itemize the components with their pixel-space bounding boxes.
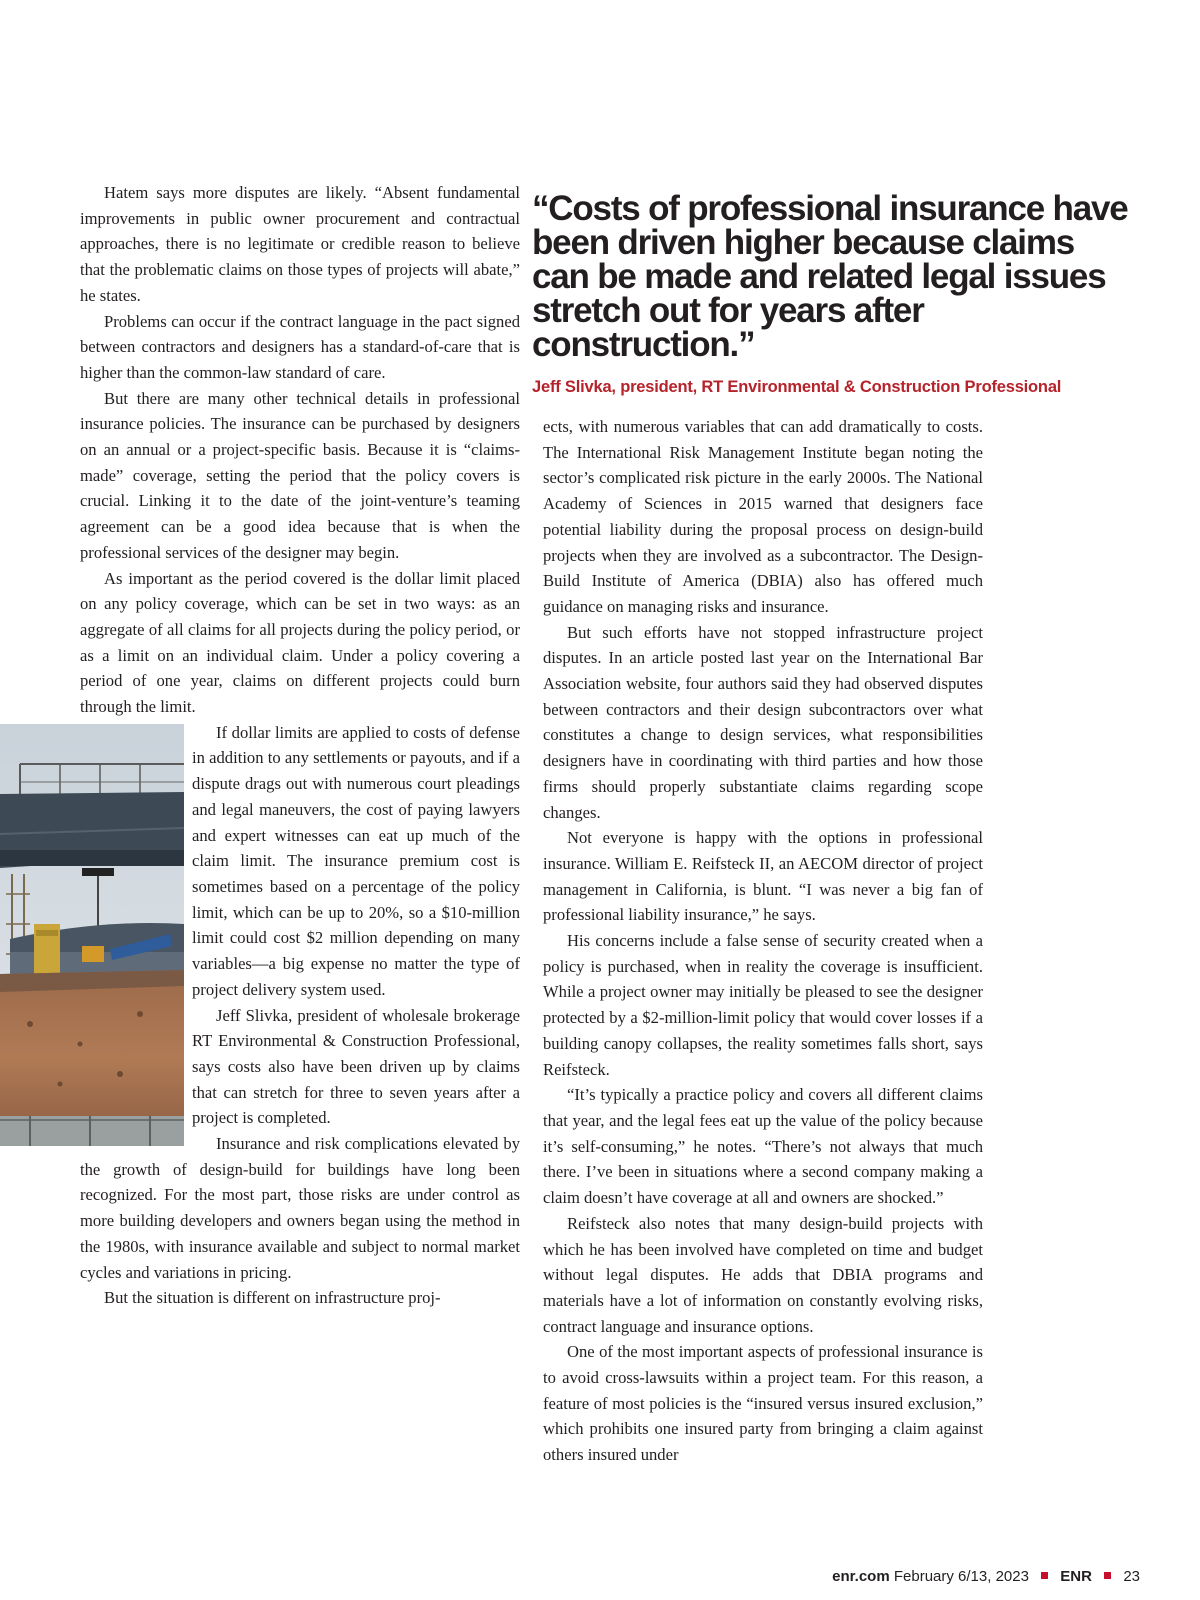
paragraph: Hatem says more disputes are likely. “Absent fundamental improvements in public owner procurement and contractual approaches, there is no legitimate or credible reason to believe that the problematic claims on those types of projects will abate,” he states. (80, 183, 520, 305)
paragraph: Reifsteck also notes that many design-build projects with which he has been involved have completed on time and budget without legal disputes. He adds that DBIA programs and materials have a lot of information on constantly evolving risks, contract language and insurance options. (543, 1213, 983, 1336)
bridge-construction-photo (0, 724, 184, 1146)
page-number: 23 (1123, 1568, 1140, 1585)
pull-quote-attribution: Jeff Slivka, president, RT Environmental & Construction Professional (532, 378, 1062, 396)
paragraph: Insurance and risk complications elevated by the growth of design-build for buildings have long been recognized. For the most part, those risks are under control as more building developers and owners began using the method in the 1980s, with insurance available and subject to normal market cycles and variations in pricing. (80, 1134, 520, 1282)
paragraph: But the situation is different on infrastructure proj- (104, 1288, 441, 1308)
article-column-right (543, 414, 983, 1468)
paragraph: ects, with numerous variables that can add dramatically to costs. The International Risk Management Institute began noting the sector’s complicated risk picture in the early 2000s. The National Academy of Sciences in 2015 warned that designers face potential liability during the proposal process on design-build projects when they are involved as a subcontractor. The Design-Build Institute of America (DBIA) also has offered much guidance on managing risks and insurance. (543, 417, 983, 616)
separator-square-icon (1041, 1572, 1048, 1579)
separator-square-icon (1104, 1572, 1111, 1579)
page-footer (832, 1568, 1140, 1585)
paragraph: But there are many other technical details in professional insurance policies. The insurance can be purchased by designers on an annual or a project-specific basis. Because it is “claims-made” coverage, setting the period that the policy covers is crucial. Linking it to the date of the joint-venture’s teaming agreement can be a good idea because that is when the professional services of the designer may begin. (80, 388, 520, 562)
paragraph: As important as the period covered is the dollar limit placed on any policy coverage, which can be set in two ways: as an aggregate of all claims for all projects during the policy period, or as a limit on an individual claim. Under a policy covering a period of one year, claims on different projects could burn through the limit. (80, 568, 520, 717)
paragraph: His concerns include a false sense of security created when a policy is purchased, when in reality the coverage is insufficient. While a project owner may initially be pleased to see the designer protected by a $2-million-limit policy that would cover losses if a building canopy collapses, the reality sometimes falls short, says Reifsteck. (543, 931, 983, 1079)
paragraph: One of the most important aspects of professional insurance is to avoid cross-lawsuits within a project team. For this reason, a feature of most policies is the “insured versus insured exclusion,” which prohibits one insured party from bringing a claim against others insured under (543, 1342, 983, 1465)
footer-magazine: ENR (1060, 1568, 1092, 1585)
pull-quote: “Costs of professional insurance have been driven higher because claims can be made and related legal issues stretch out for years after construction.” (532, 189, 1128, 364)
bridge-construction-illustration (0, 724, 184, 1146)
footer-site: enr.com (832, 1568, 890, 1585)
paragraph: But such efforts have not stopped infrastructure project disputes. In an article posted last year on the International Bar Association website, four authors said they had observed disputes between contractors and their design subcontractors over what constitutes a change to design services, what responsibilities designers have in coordinating with third parties and how those firms should properly substantiate claims regarding scope changes. (543, 622, 983, 822)
paragraph: Problems can occur if the contract language in the pact signed between contractors and designers has a standard-of-care that is higher than the common-law standard of care. (80, 311, 520, 382)
paragraph: “It’s typically a practice policy and covers all different claims that year, and the legal fees eat up the value of the policy because it’s self-consuming,” he notes. “There’s not always that much there. I’ve been in situations where a second company making a claim doesn’t have coverage at all and owners are shocked.” (543, 1085, 983, 1208)
paragraph: If dollar limits are applied to costs of defense in addition to any settlements or payouts, and if a dispute drags out with numerous court pleadings and legal maneuvers, the cost of paying lawyers and expert witnesses can eat up much of the claim limit. The insurance premium cost is sometimes based on a percentage of the policy limit, which can be up to 20%, so a $10-million limit could cost $2 million depending on many variables—a big expense no matter the type of project delivery system used. (192, 722, 520, 999)
paragraph: Not everyone is happy with the options in professional insurance. William E. Reifsteck II, an AECOM director of project management in California, is blunt. “I was never a big fan of professional liability insurance,” he says. (543, 828, 983, 925)
footer-date: February 6/13, 2023 (893, 1568, 1029, 1585)
article-column-left (80, 180, 520, 1311)
paragraph: Jeff Slivka, president of wholesale brokerage RT Environmental & Construction Professional, says costs also have been driven up by claims that can stretch for three to seven years after a project is completed. (192, 1005, 520, 1128)
